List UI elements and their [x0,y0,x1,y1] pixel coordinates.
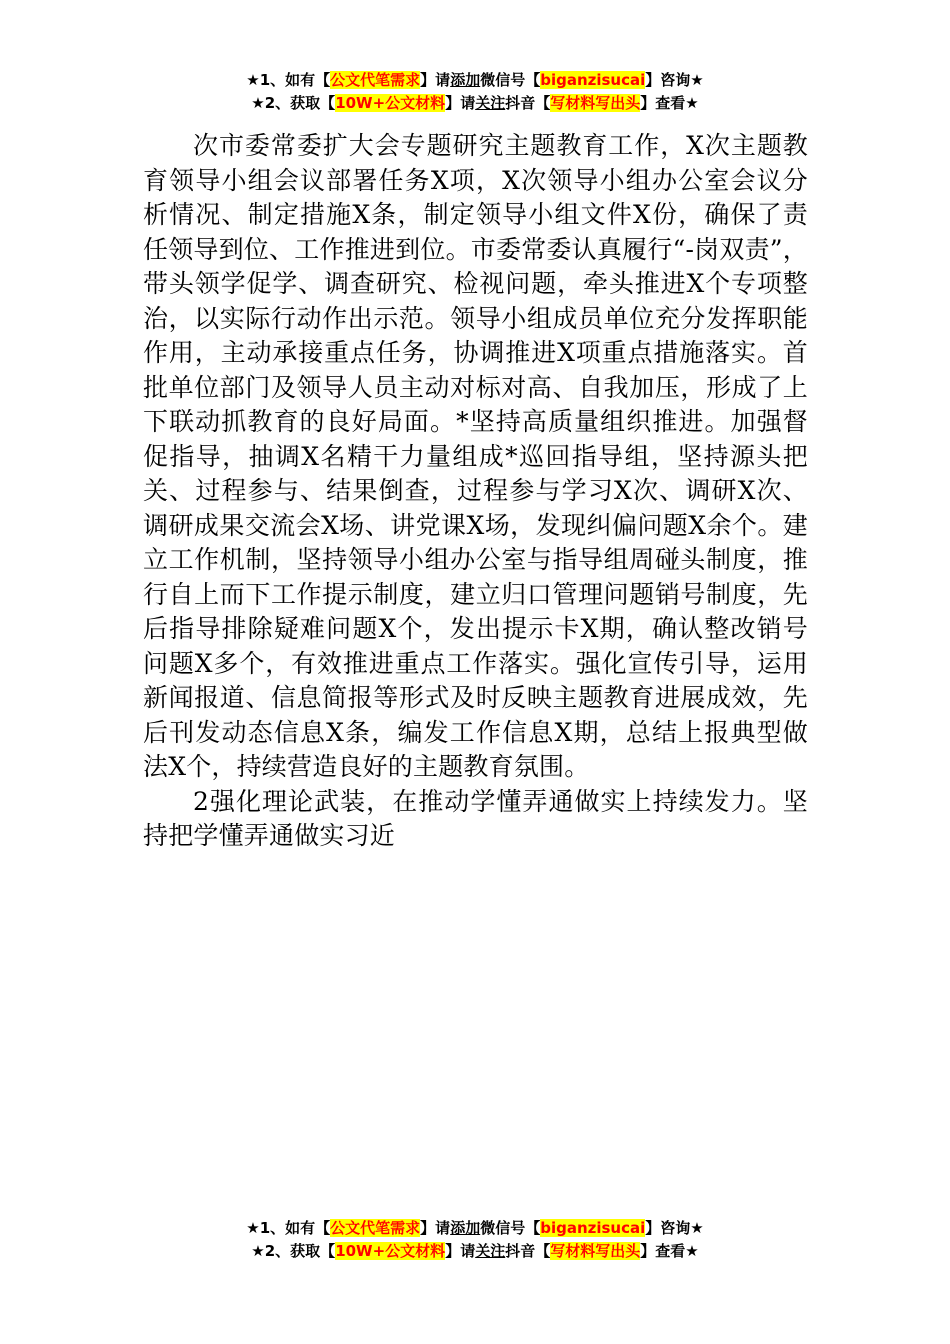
banner-highlight: 公文代笔需求 [330,71,421,89]
banner-text: 】请 [445,1242,476,1260]
banner-text: ★2、获取【 [251,1242,336,1260]
banner-text: 微信号【 [480,71,541,89]
banner-text: 】查看★ [640,94,699,112]
banner-text: 抖音【 [505,94,551,112]
banner-text: ★2、获取【 [251,94,336,112]
banner-text: ★1、如有【 [246,1219,331,1237]
banner-text: 】咨询★ [645,1219,704,1237]
banner-text: 】查看★ [640,1242,699,1260]
banner-text: 】咨询★ [645,71,704,89]
body-paragraph: 2强化理论武装，在推动学懂弄通做实上持续发力。坚持把学懂弄通做实习近 [143,786,808,850]
banner-line-2 [0,92,950,115]
banner-line-2 [0,1240,950,1263]
banner-highlight-wechat-id: biganzisucai [540,71,646,89]
banner-underlined: 关注 [475,1242,506,1260]
banner-text: 】请 [445,94,476,112]
banner-text: 】请 [420,71,451,89]
banner-highlight: 10W+公文材料 [335,94,446,112]
banner-line-1 [0,69,950,92]
banner-underlined: 添加 [450,71,481,89]
banner-highlight-douyin: 写材料写出头 [550,1242,641,1260]
banner-line-1 [0,1217,950,1240]
footer-banner [0,1217,950,1263]
banner-highlight: 公文代笔需求 [330,1219,421,1237]
document-body [143,129,808,854]
banner-text: 】请 [420,1219,451,1237]
banner-text: 抖音【 [505,1242,551,1260]
banner-underlined: 添加 [450,1219,481,1237]
banner-underlined: 关注 [475,94,506,112]
banner-highlight-douyin: 写材料写出头 [550,94,641,112]
banner-highlight-wechat-id: biganzisucai [540,1219,646,1237]
banner-text: ★1、如有【 [246,71,331,89]
header-banner [0,69,950,115]
banner-highlight: 10W+公文材料 [335,1242,446,1260]
banner-text: 微信号【 [480,1219,541,1237]
body-paragraph: 次市委常委扩大会专题研究主题教育工作，X次主题教育领导小组会议部署任务X项，X次领导小组办公室会议分析情况、制定措施X条，制定领导小组文件X份，确保了责任领导到位、工作推进到位。市委常委认真履行“-岗双责”，带头领学促学、调查研究、检视问题，牵头推进X个专项整治，以实际行动作出示范。领导小组成员单位充分发挥职能作用，主动承接重点任务，协调推进X项重点措施落实。首批单位部门及领导人员主动对标对高、自我加压，形成了上下联动抓教育的良好局面。*坚持高质量组织推进。加强督促指导，抽调X名精干力量组成*巡回指导组，坚持源头把关、过程参与、结果倒查，过程参与学习X次、调研X次、调研成果交流会X场、讲党课X场，发现纠偏问题X余个。建立工作机制，坚持领导小组办公室与指导组周碰头制度，推行自上而下工作提示制度，建立归口管理问题销号制度，先后指导排除疑难问题X个，发出提示卡X期，确认整改销号问题X多个，有效推进重点工作落实。强化宣传引导，运用新闻报道、信息简报等形式及时反映主题教育进展成效，先后刊发动态信息X条，编发工作信息X期，总结上报典型做法X个，持续营造良好的主题教育氛围。 [143,131,808,781]
